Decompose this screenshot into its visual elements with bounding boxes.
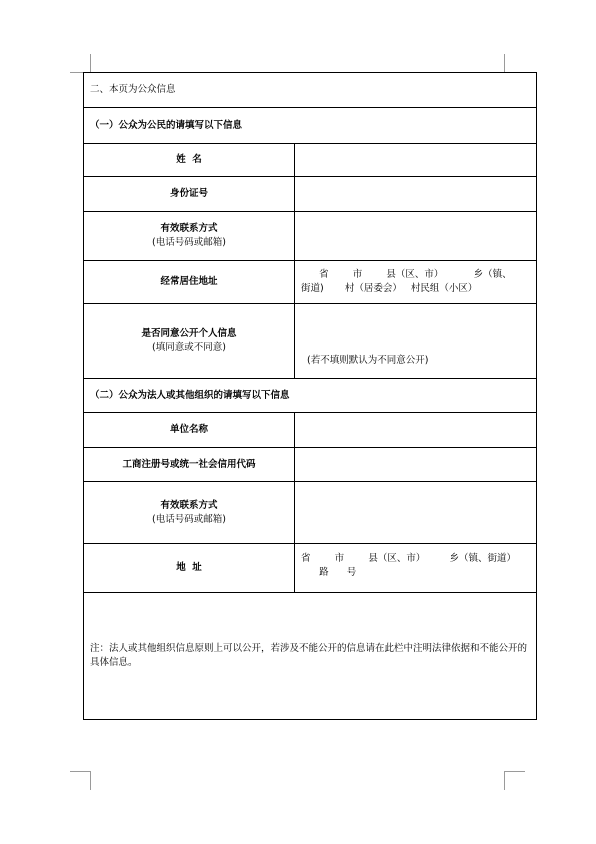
id-number-field[interactable] xyxy=(295,177,537,212)
citizen-contact-field[interactable] xyxy=(295,212,537,261)
citizen-section-heading: （一）公众为公民的请填写以下信息 xyxy=(84,108,537,144)
org-contact-title: 有效联系方式 xyxy=(160,499,218,511)
crop-mark-top-left xyxy=(70,54,91,73)
org-address-line2: 路 号 xyxy=(301,567,357,578)
note-text: 注：法人或其他组织信息原则上可以公开，若涉及不能公开的信息请在此栏中注明法律依据和不能公开的具体信息。 xyxy=(90,643,528,668)
crop-mark-bottom-right xyxy=(504,771,525,790)
org-address-label: 地 址 xyxy=(84,544,295,593)
unit-name-label: 单位名称 xyxy=(84,413,295,448)
credit-code-field[interactable] xyxy=(295,448,537,482)
residence-address-line2: 街道) 村（居委会） 村民组（小区） xyxy=(301,283,478,294)
org-contact-label xyxy=(84,482,295,544)
consent-sub: (填同意或不同意) xyxy=(152,342,226,353)
residence-address-line1: 省 市 县（区、市） 乡（镇、 xyxy=(301,269,512,280)
org-section-heading: （二）公众为法人或其他组织的请填写以下信息 xyxy=(84,379,537,413)
org-address-line1: 省 市 县（区、市） 乡（镇、街道） xyxy=(301,553,516,564)
section-title: 二、本页为公众信息 xyxy=(84,73,537,108)
org-contact-field[interactable] xyxy=(295,482,537,544)
public-info-form xyxy=(83,72,537,720)
consent-title: 是否同意公开个人信息 xyxy=(141,328,237,339)
citizen-contact-sub: (电话号码或邮箱) xyxy=(152,237,226,248)
citizen-contact-title: 有效联系方式 xyxy=(160,223,218,234)
id-number-label: 身份证号 xyxy=(84,177,295,212)
consent-field[interactable] xyxy=(295,304,537,379)
consent-default-note: (若不填则默认为不同意公开) xyxy=(307,355,429,366)
citizen-contact-label xyxy=(84,212,295,261)
unit-name-field[interactable] xyxy=(295,413,537,448)
residence-address-label: 经常居住地址 xyxy=(84,261,295,304)
residence-address-field[interactable] xyxy=(295,261,537,304)
crop-mark-top-right xyxy=(504,54,525,73)
org-contact-sub: (电话号码或邮箱) xyxy=(152,513,226,525)
consent-label xyxy=(84,304,295,379)
credit-code-label: 工商注册号或统一社会信用代码 xyxy=(84,448,295,482)
name-field[interactable] xyxy=(295,144,537,177)
crop-mark-bottom-left xyxy=(70,771,91,790)
note-field[interactable] xyxy=(84,593,537,720)
org-address-field[interactable] xyxy=(295,544,537,593)
name-label: 姓 名 xyxy=(84,144,295,177)
